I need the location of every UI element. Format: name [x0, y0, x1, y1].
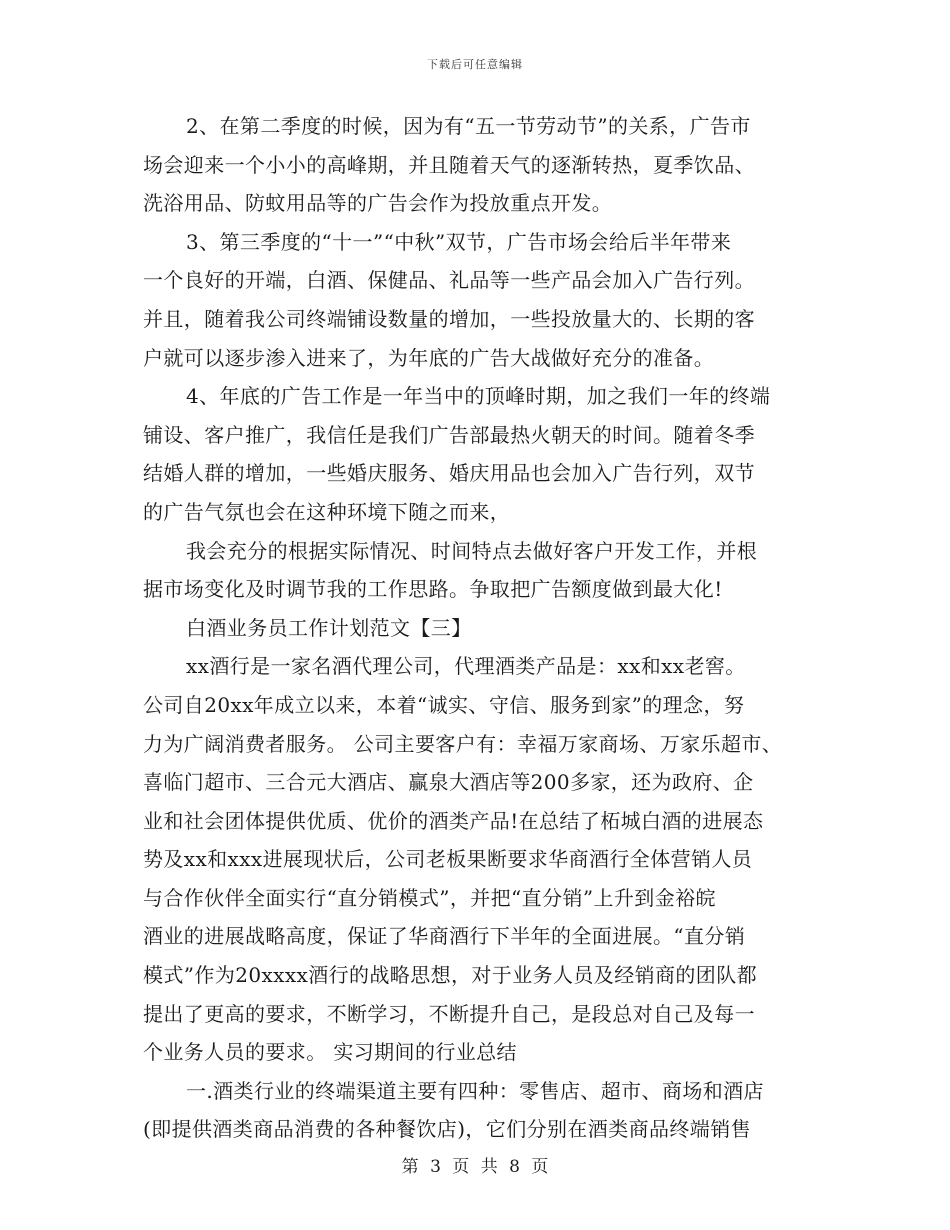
paragraph-line: 洗浴用品、防蚊用品等的广告会作为投放重点开发。	[143, 191, 613, 216]
paragraph-line: xx酒行是一家名酒代理公司，代理酒类产品是：xx和xx老窖。	[186, 654, 746, 679]
paragraph-line: 个业务人员的要求。 实习期间的行业总结	[143, 1040, 517, 1065]
paragraph-line: 业和社会团体提供优质、优价的酒类产品!在总结了柘城白酒的进展态	[143, 808, 764, 833]
section-heading: 白酒业务员工作计划范文【三】	[186, 615, 472, 640]
paragraph-line: 一个良好的开端，白酒、保健品、礼品等一些产品会加入广告行列。	[143, 268, 755, 293]
paragraph-line: 酒业的进展战略高度，保证了华商酒行下半年的全面进展。“直分销	[143, 924, 746, 949]
paragraph-line: 铺设、客户推广，我信任是我们广告部最热火朝天的时间。随着冬季	[143, 422, 755, 447]
paragraph-line: 力为广阔消费者服务。 公司主要客户有：幸福万家商场、万家乐超市、	[143, 731, 783, 756]
paragraph-line: 一.酒类行业的终端渠道主要有四种：零售店、超市、商场和酒店	[186, 1078, 764, 1103]
paragraph-line: 结婚人群的增加，一些婚庆服务、婚庆用品也会加入广告行列，双节	[143, 461, 755, 486]
paragraph-line: 3、第三季度的“十一”“中秋”双节，广告市场会给后半年带来	[186, 229, 732, 254]
document-body	[143, 107, 823, 1149]
paragraph-line: 场会迎来一个小小的高峰期，并且随着天气的逐渐转热，夏季饮品、	[143, 152, 755, 177]
paragraph-line: 的广告气氛也会在这种环境下随之而来，	[143, 499, 511, 524]
paragraph-line: 提出了更高的要求，不断学习，不断提升自己，是段总对自己及每一	[143, 1001, 755, 1026]
paragraph-line: 喜临门超市、三合元大酒店、赢泉大酒店等200多家，还为政府、企	[143, 770, 754, 795]
paragraph-line: (即提供酒类商品消费的各种餐饮店)，它们分别在酒类商品终端销售	[143, 1117, 752, 1142]
paragraph-line: 与合作伙伴全面实行“直分销模式”，并把“直分销”上升到金裕皖	[143, 885, 716, 910]
paragraph-line: 2、在第二季度的时候，因为有“五一节劳动节”的关系，广告市	[186, 114, 751, 138]
paragraph-line: 4、年底的广告工作是一年当中的顶峰时期，加之我们一年的终端	[186, 384, 771, 409]
header-note: 下载后可任意编辑	[427, 58, 523, 71]
paragraph-line: 模式”作为20xxxx酒行的战略思想，对于业务人员及经销商的团队都	[143, 963, 757, 988]
paragraph-line: 户就可以逐步渗入进来了，为年底的广告大战做好充分的准备。	[143, 345, 715, 370]
page-number: 第 3 页 共 8 页	[401, 1157, 549, 1177]
paragraph-line: 据市场变化及时调节我的工作思路。争取把广告额度做到最大化!	[143, 577, 723, 602]
paragraph-line: 公司自20xx年成立以来，本着“诚实、守信、服务到家”的理念，努	[143, 692, 745, 717]
paragraph-line: 我会充分的根据实际情况、时间特点去做好客户开发工作，并根	[186, 538, 758, 563]
paragraph-line: 势及xx和xxx进展现状后，公司老板果断要求华商酒行全体营销人员	[143, 847, 753, 872]
paragraph-line: 并且，随着我公司终端铺设数量的增加，一些投放量大的、长期的客	[143, 306, 755, 331]
